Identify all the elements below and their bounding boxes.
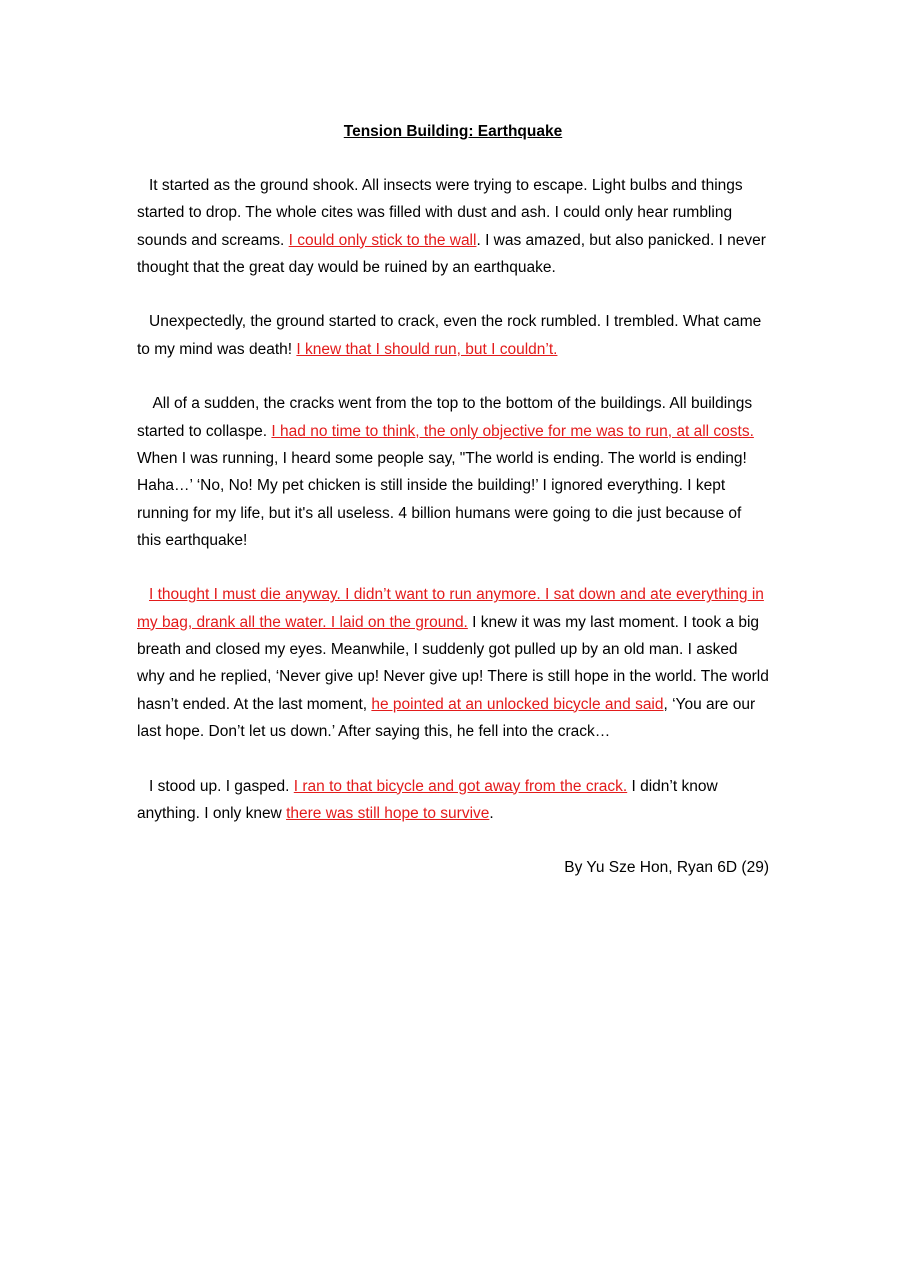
paragraph-2-text-1: Unexpectedly, the ground started to crack, even the rock rumbled. I trembled. What came to my mind was death! — [137, 313, 762, 358]
paragraph-5-highlight-2: there was still hope to survive — [286, 804, 490, 822]
paragraph-4-text-1: I knew it was my last moment. I took a big breath and closed my eyes. Meanwhile, I suddenly got pulled up by an old man. I asked why and he replied, ‘Never give up! Never give up! There is still hope in the world. The world hasn’t ended. At the last moment, — [137, 613, 769, 713]
paragraph-3-text-2: When I was running, I heard some people say, "The world is ending. The world is ending! Haha…’ ‘No, No! My pet chicken is still inside the building!’ I ignored everything. I kept running for my life, but it's all useless. 4 billion humans were going to die just because of this earthquake! — [137, 449, 747, 549]
paragraph-3-text-1: All of a sudden, the cracks went from the top to the bottom of the buildings. All buildings started to collaspe. — [137, 395, 753, 440]
paragraph-4-text-2: , ‘You are our last hope. Don’t let us down.’ After saying this, he fell into the crack… — [137, 695, 756, 740]
paragraph-2 — [137, 308, 769, 363]
paragraph-5-text-1: I stood up. I gasped. — [149, 777, 294, 795]
paragraph-3-highlight-1: I had no time to think, the only objective for me was to run, at all costs. — [271, 422, 754, 440]
paragraph-5-text-3: . — [489, 804, 494, 822]
paragraph-4 — [137, 581, 769, 745]
paragraph-5-highlight-1: I ran to that bicycle and got away from the crack. — [293, 777, 628, 795]
paragraph-2-highlight-1: I knew that I should run, but I couldn’t. — [296, 340, 558, 358]
paragraph-1-text-1: It started as the ground shook. All insects were trying to escape. Light bulbs and things started to drop. The whole cites was filled with dust and ash. I could only hear rumbling sounds and screams. — [137, 177, 743, 249]
paragraph-1-text-2: . I was amazed, but also panicked. I never thought that the great day would be ruined by an earthquake. — [137, 231, 766, 276]
paragraph-5 — [137, 773, 769, 828]
paragraph-5-text-2: I didn’t know anything. I only knew — [137, 777, 718, 822]
paragraph-4-highlight-2: he pointed at an unlocked bicycle and said — [371, 695, 664, 713]
paragraph-1-highlight-1: I could only stick to the wall — [288, 231, 477, 249]
paragraph-4-highlight-1: I thought I must die anyway. I didn’t want to run anymore. I sat down and ate everything in my bag, drank all the water. I laid on the ground. — [137, 586, 764, 631]
document-title: Tension Building: Earthquake — [343, 123, 563, 140]
paragraph-3 — [137, 390, 769, 554]
paragraph-1 — [137, 172, 769, 281]
document-page — [137, 118, 769, 881]
author-byline: By Yu Sze Hon, Ryan 6D (29) — [564, 859, 769, 877]
